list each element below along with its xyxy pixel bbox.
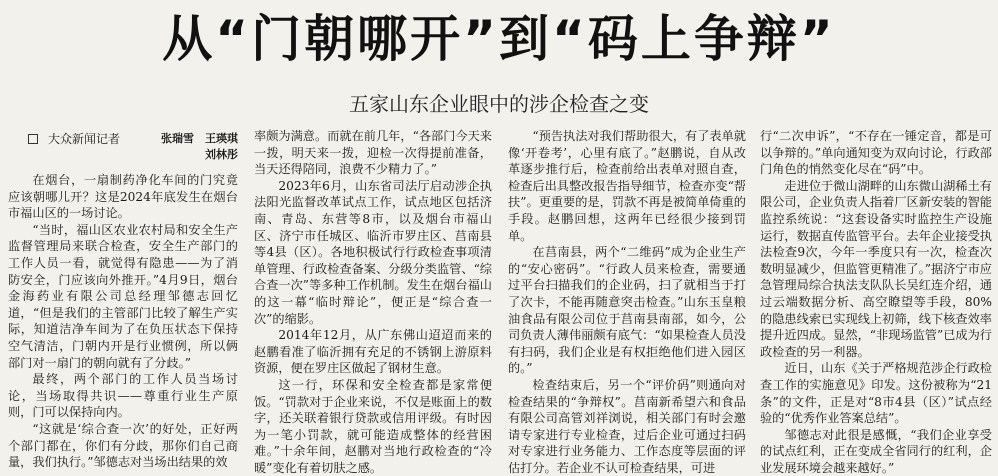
article-body <box>0 128 998 475</box>
byline <box>8 128 238 162</box>
paragraph: 2023年6月，山东省司法厅启动涉企执法阳光监督改革试点工作，试点地区包括济南、青岛、东营等8市，以及烟台市福山区、济宁市任城区、临沂市罗庄区、莒南县等4县（区）。各地积极试行行政检查事项清单管理、行政检查备案、分级分类监管、“综合查一次”等多种工作机制。发生在烟台福山的这一幕“临时辩论”，便正是“综合查一次”的缩影。 <box>254 178 492 326</box>
byline-box-icon <box>28 134 38 144</box>
paragraph: 近日，山东《关于严格规范涉企行政检查工作的实施意见》印发。这份被称为“21条”的文件，正是对“8市4县（区）”试点经验的“优秀作业答案总结”。 <box>760 361 992 426</box>
column-4 <box>760 128 992 475</box>
paragraph: 最终，两个部门的工作人员当场讨论，当场取得共识——尊重行业生产原则，门可以保持向内。 <box>8 372 238 420</box>
paragraph: “这就是‘综合查一次’的好处，正好两个部门都在，你们有分歧，那你们自己商量，我们执行。”邹德志对当场出结果的效 <box>8 421 238 470</box>
column-1 <box>8 128 238 470</box>
column-3 <box>508 128 746 475</box>
paragraph: 这一行，环保和安全检查都是家常便饭。“罚款对于企业来说，不仅是账面上的数字，还关联着银行贷款或信用评级。有时因为一笔小罚款，就可能造成整体的经营困难。”十余年间，赵鹏对当地行政检查的“冷暖”变化有着切肤之感。 <box>254 377 492 475</box>
paragraph: 在莒南县，两个“二维码”成为企业生产的“安心密码”。“行政人员来检查，需要通过平台扫描我们的企业码，扫了就相当于打了次卡，不能再随意突击检查。”山东玉皇粮油食品有限公司位于莒南县南部，如今，公司负责人薄伟丽颇有底气：“如果检查人员没有扫码，我们企业是有权拒绝他们进入园区的。” <box>508 245 746 376</box>
paragraph: 走进位于微山湖畔的山东微山湖稀土有限公司，企业负责人指着厂区新安装的智能监控系统说：“这套设备实时监控生产设施运行，数据直传监管平台。去年企业接受执法检查9次，今年一季度只有一次，检查次数明显减少，但监管更精准了。”据济宁市应急管理局综合执法支队队长吴红连介绍，通过云端数据分析、高空瞭望等手段，80%的隐患线索已实现线上初筛，线下核查效率提升近四成。显然，“非现场监管”已成为行政检查的另一利器。 <box>760 178 992 359</box>
headline: 从“门朝哪开”到“码上争辩” <box>162 10 836 68</box>
byline-names <box>161 131 238 163</box>
paragraph: 检查结束后，另一个“评价码”则通向对检查结果的“争辩权”。莒南新希望六和食品有限公司高管刘祥浏说，相关部门有时会邀请专家进行专业检查，过后企业可通过扫码对专家进行业务能力、工作态度等层面的评估打分。若企业不认可检查结果，可进 <box>508 377 746 475</box>
paragraph: 行“二次申诉”，“不存在一锤定音，都是可以争辩的。”单向通知变为双向讨论，行政部门角色的悄然变化尽在“码”中。 <box>760 129 992 177</box>
byline-names-line2: 刘林彤 <box>205 148 238 161</box>
paragraph: 在烟台，一扇制药净化车间的门究竟应该朝哪儿开？这是2024年底发生在烟台市福山区的一场讨论。 <box>8 173 238 221</box>
subheadline: 五家山东企业眼中的涉企检查之变 <box>349 92 649 116</box>
paragraph: 2014年12月，从广东佛山迢迢而来的赵鹏看准了临沂拥有充足的不锈钢上游原料资源，便在罗庄区做起了钢材生意。 <box>254 328 492 376</box>
paragraph: 邹德志对此很是感慨，“我们企业享受的试点红利，正在变成全省同行的红利，企业发展环境会越来越好。” <box>760 427 992 475</box>
byline-source: 大众新闻记者 <box>48 132 121 146</box>
paragraph: “预告执法对我们帮助很大，有了表单就像‘开卷考’，心里有底了。”赵鹏说，自从改革逐步推行后，检查前给出表单对照自查，检查后出具整改报告指导细节，检查亦变“帮扶”。更重要的是，罚款不再是被简单倚重的手段。赵鹏回想，这两年已经很少接到罚单。 <box>508 129 746 243</box>
paragraph: “当时，福山区农业农村局和安全生产监督管理局来联合检查，安全生产部门的工作人员一看，就觉得有隐患——为了消防安全，门应该向外推开。”4月9日，烟台金海药业有限公司总经理邹德志回忆道，“但是我们的主管部门比较了解生产实际，知道洁净车间为了在负压状态下保持空气清洁，门朝内开是行业惯例，所以俩部门对一扇门的朝向就有了分歧。” <box>8 222 238 370</box>
byline-names-line1: 张瑞雪 王瑛琪 <box>161 132 238 145</box>
column-2 <box>254 128 492 475</box>
paragraph: 率颇为满意。而就在前几年，“各部门今天来一拨，明天来一拨，迎检一次得提前准备，当天还得陪同，浪费不少精力了。” <box>254 129 492 177</box>
